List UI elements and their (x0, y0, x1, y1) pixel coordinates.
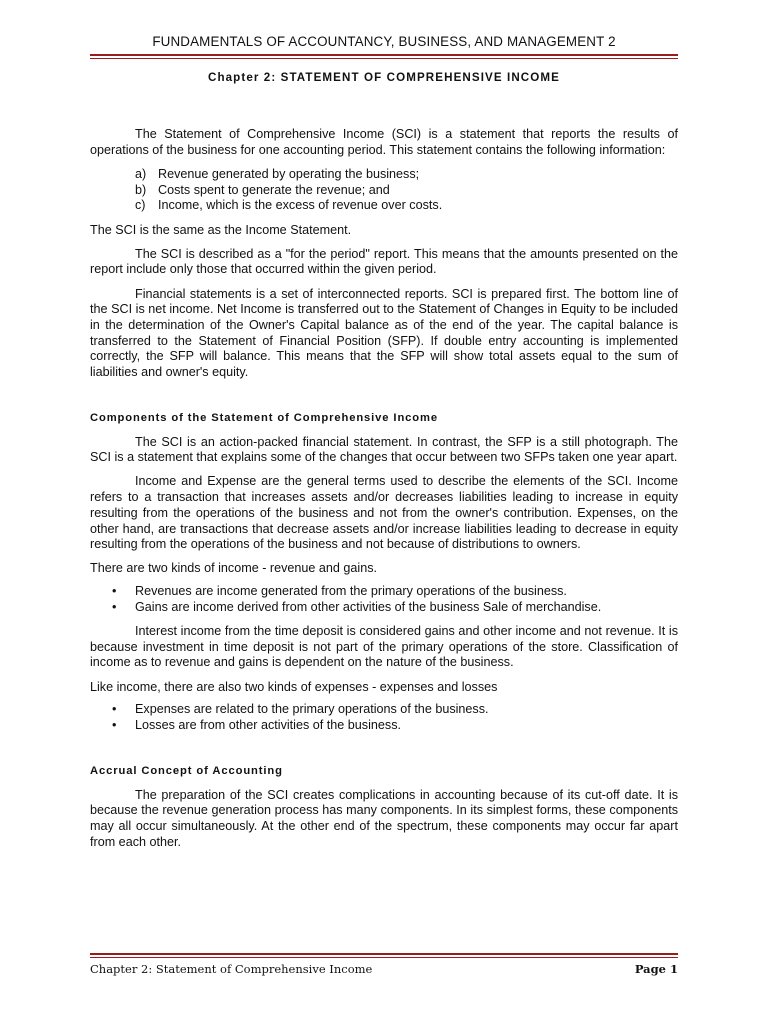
list-item (112, 584, 678, 600)
list-item-label: a) (135, 166, 147, 181)
list-item-text: Losses are from other activities of the business. (135, 718, 401, 733)
bullet-icon: • (112, 702, 117, 717)
chapter-title: Chapter 2: STATEMENT OF COMPREHENSIVE INCOME (207, 71, 560, 84)
list-item (135, 167, 678, 183)
expense-bullet-list (112, 702, 678, 733)
bullet-icon: • (112, 599, 117, 614)
info-list (135, 167, 678, 214)
section-heading-components: Components of the Statement of Comprehensive Income (90, 411, 439, 424)
list-item-text: Expenses are related to the primary operations of the business. (135, 702, 489, 717)
accrual-paragraph-1: The preparation of the SCI creates complications in accounting because of its cut-off date. It is because the revenue generation process has many components. In its simplest forms, these components may all occur simultaneously. At the other end of the spectrum, these components may occur far apart from each other. (90, 787, 678, 849)
list-item-text: Revenue generated by operating the business; (158, 166, 420, 181)
list-item (112, 718, 678, 734)
components-paragraph-1: The SCI is an action-packed financial statement. In contrast, the SFP is a still photograph. The SCI is a statement that explains some of the changes that occur between two SFPs taken one year apart. (90, 434, 678, 465)
footer-rule-thin (90, 957, 678, 958)
header-rule (90, 54, 678, 56)
list-item (112, 600, 678, 616)
components-paragraph-5: Like income, there are also two kinds of expenses - expenses and losses (90, 679, 498, 694)
intro-paragraph-3: The SCI is described as a "for the period" report. This means that the amounts presented on the report include only those that occurred within the given period. (90, 246, 678, 277)
list-item-label: b) (135, 182, 147, 197)
list-item (135, 183, 678, 199)
list-item-text: Income, which is the excess of revenue over costs. (158, 198, 443, 213)
list-item-text: Revenues are income generated from the primary operations of the business. (135, 584, 567, 599)
components-paragraph-3: There are two kinds of income - revenue and gains. (90, 561, 378, 576)
header-rule-thin (90, 58, 678, 59)
list-item (135, 198, 678, 214)
components-paragraph-2: Income and Expense are the general terms used to describe the elements of the SCI. Income refers to a transaction that increases assets and/or decreases liabilities leading to increase in equity resulting from the operations of the business and not from the owner's contribution. Expenses, on the other hand, are transactions that decrease assets and/or increase liabilities leading to decrease in equity resulting from the operations of the business and not because of distributions to owners. (90, 474, 678, 552)
list-item-text: Costs spent to generate the revenue; and (158, 182, 390, 197)
footer-rule (90, 953, 678, 955)
document-body (90, 127, 678, 850)
intro-paragraph-1: The Statement of Comprehensive Income (SCI) is a statement that reports the results of operations of the business for one accounting period. This statement contains the following information: (90, 127, 678, 157)
footer-chapter-label: Chapter 2: Statement of Comprehensive Income (90, 962, 373, 976)
bullet-icon: • (112, 584, 117, 599)
running-header: FUNDAMENTALS OF ACCOUNTANCY, BUSINESS, AND MANAGEMENT 2 (152, 34, 616, 49)
bullet-icon: • (112, 718, 117, 733)
section-heading-accrual: Accrual Concept of Accounting (90, 764, 283, 777)
page-number: Page 1 (634, 962, 678, 976)
list-item-text: Gains are income derived from other activities of the business Sale of merchandise. (135, 599, 602, 614)
list-item-label: c) (135, 198, 146, 213)
intro-paragraph-2: The SCI is the same as the Income Statement. (90, 222, 352, 237)
income-bullet-list (112, 584, 678, 615)
list-item (112, 702, 678, 718)
components-paragraph-4: Interest income from the time deposit is considered gains and other income and not revenue. It is because investment in time deposit is not part of the primary operations of the store. Classification of income as to revenue and gains is dependent on the nature of the business. (90, 624, 678, 670)
intro-paragraph-4: Financial statements is a set of interconnected reports. SCI is prepared first. The bottom line of the SCI is net income. Net Income is transferred out to the Statement of Changes in Equity to be included in the determination of the Owner's Capital balance as of the end of the year. The capital balance is transferred to the Statement of Financial Position (SFP). If double entry accounting is implemented correctly, the SFP will balance. This means that the SFP will show total assets equal to the sum of liabilities and owner's equity. (90, 286, 678, 380)
